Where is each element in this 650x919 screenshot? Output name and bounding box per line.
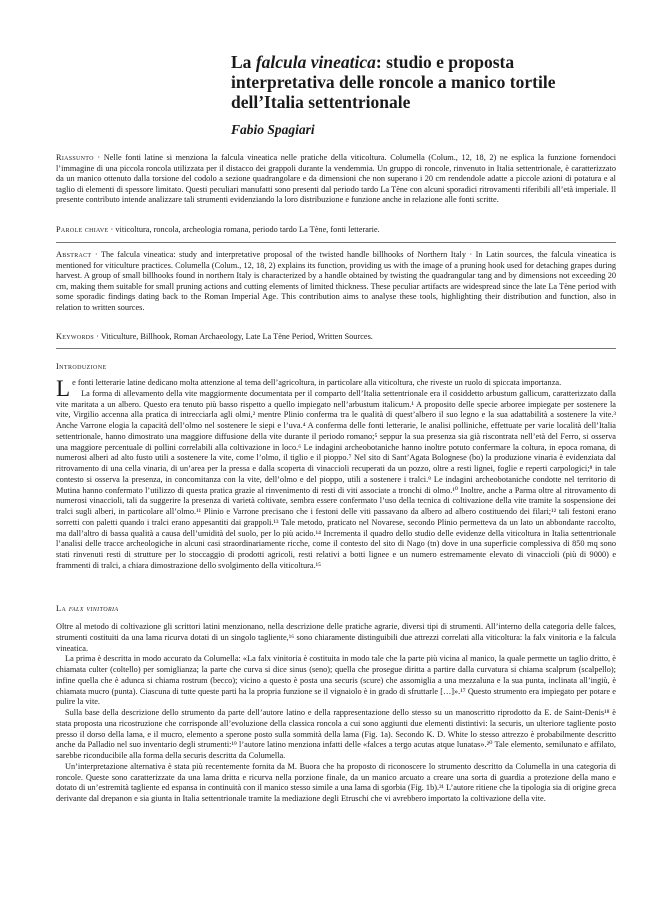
riassunto-label: Riassunto [56, 153, 94, 162]
paragraph: Sulla base della descrizione dello strumento da parte dell’autore latino e della rappresentazione dello stesso su un manoscritto riprodotto da E. de Saint-Denis¹⁸ è stata proposta una ricostruzione che corrisponde all’evoluzione della classica roncola a cui sono aggiunti due elementi distintivi: la securis, un ulteriore tagliente posto presso il dorso della lama, e il mucro, elemento a sperone posto sulla sommità della lama (Fig. 1a). Secondo K. D. White lo stesso attrezzo è probabilmente descritto anche da Palladio nel suo inventario degli strumenti:¹⁹ l’autore latino menziona infatti delle «falces a tergo acutas atque lunatas».²⁰ Tale elemento, semilunato e affilato, sarebbe riconducibile alla forma della securis descritta da Columella. [56, 708, 616, 760]
introduzione-body [56, 378, 616, 572]
keywords-text: · Viticulture, Billhook, Roman Archaeology, Late La Tène Period, Written Sources. [94, 332, 373, 341]
abstract [56, 250, 616, 314]
keywords-label: Keywords [56, 332, 95, 341]
article-title [231, 52, 611, 112]
heading-italic: falx vinitoria [68, 604, 119, 613]
parole-chiave-label: Parole chiave [56, 225, 109, 234]
riassunto-text: · Nelle fonti latine si menziona la falcula vineatica nelle pratiche della viticoltura. Columella (Colum., 12, 18, 2) ne esplica la funzione fornendoci l’immagine di una piccola roncola utilizzata per il distacco dei grappoli durante la vendemmia. Un gruppo di roncole, rinvenuto in Italia settentrionale, è caratterizzato da un manico ottenuto dalla torsione del codolo a sezione quadrangolare e da dimensioni che non superano i 20 cm rendendole adatte a piccole azioni di potatura e al taglio di elementi di spessore limitato. Questi peculiari manufatti sono presenti dal periodo tardo La Tène con alcuni sporadici ritrovamenti riferibili all’età imperiale. Il presente contributo intende analizzare tali strumenti evidenziando la loro distribuzione e funzione anche in relazione alle fonti scritte. [56, 153, 616, 205]
paragraph: Oltre al metodo di coltivazione gli scrittori latini menzionano, nella descrizione delle pratiche agrarie, diversi tipi di strumenti. All’interno della categoria delle falces, strumenti costituiti da una lama ricurva dotati di un singolo tagliente,¹⁶ sono chiaramente distinguibili due attrezzi correlati alla viticoltura: la falx vinitoria e la falcula vineatica. [56, 622, 616, 653]
abstract-text: · The falcula vineatica: study and interpretative proposal of the twisted handle billhooks of Northern Italy · In Latin sources, the falcula vineatica is mentioned for viticulture practices. Columella (Colum., 12, 18, 2) explains its function, providing us with the image of a pruning hook used for detaching grapes during harvest. A group of small billhooks found in northern Italy is characterized by a handle obtained by twisting the quadrangular tang and by dimensions not exceeding 20 cm, making them suitable for small pruning actions and cutting elements of limited thickness. These peculiar artifacts are widespread since the late La Tène period with some sporadic findings dating back to the Roman Imperial Age. This contribution aims to analyse these tools, highlighting their distribution and function, also in relation to written sources. [56, 250, 616, 312]
section-heading-falx [56, 604, 118, 613]
title-suffix: : studio e proposta interpretativa delle roncole a manico tortile dell’Italia settentrionale [231, 52, 556, 112]
paragraph: La forma di allevamento della vite maggiormente documentata per il comparto dell’Italia settentrionale era il cosiddetto arbustum gallicum, caratterizzato dalla vite maritata a un albero. Questo era tenuto più basso rispetto a quello impiegato nell’arbustum italicum.¹ A proposito delle specie arboree impiegate per sostenere la vite, Virgilio accenna alla pratica di intrecciarla agli olmi,² mentre Plinio conferma tra le qualità di quest’albero il suo legno e la sua adattabilità a sostenere la vite.³ Anche Varrone elogia la capacità dell’olmo nel sostenere le siepi e l’uva.⁴ A conferma delle fonti letterarie, le analisi polliniche, effettuate per varie località dell’Italia settentrionale, hanno dimostrato una maggiore diffusione della vite durante il periodo romano;⁵ seppur la sua presenza sia già riscontrata nell’età del Ferro, si osserva una maggiore percentuale di pollini correlabili alla coltivazione in loco.⁶ Le indagini archeobotaniche hanno inoltre potuto confermare la coltura, in epoca romana, di numerosi alberi ad alto fusto utili a sostenere la vite, come l’olmo, il tiglio e il pioppo.⁷ Nel sito di Sant’Agata Bolognese (bo) la produzione vinaria è evidenziata dal ritrovamento di una cella vinaria, di un’area per la pressa e dalla scoperta di vinaccioli recuperati da un pozzo, oltre a resti lignei, foglie e reperti carpologici;⁸ in tale contesto si osserva la presenza, in concomitanza con la vite, dell’olmo e del pioppo, utili a sostenere i tralci.⁹ Le indagini archeobotaniche condotte nel territorio di Mutina hanno confermato l’utilizzo di questa pratica grazie al rinvenimento di resti di viti associate a tronchi di olmo.¹⁰ Inoltre, anche a Parma oltre al ritrovamento di numerosi vinaccioli, tali da suggerire la presenza di varietà coltivate, sembra essere confermato l’uso della tecnica di coltivazione della vite tramite la sospensione dei tralci sugli alberi, in particolare all’olmo.¹¹ Plinio e Varrone precisano che i festoni delle viti passavano da albero ad albero costituendo dei filari;¹² tali festoni erano sorretti con paletti quando i tralci erano appesantiti dai grappoli.¹³ Tale metodo, praticato nel Novarese, secondo Plinio permetteva da un lato un abbondante raccolto, ma dall’altro di bassa qualità a causa dell’umidità del suolo, per lo più acido.¹⁴ Incrementa il quadro dello studio delle evidenze della viticoltura in Italia settentrionale l’analisi delle tracce archeologiche in alcuni casi straordinariamente ricche, come il contesto del sito di Nago (tn) dove in una superficie complessiva di 850 mq sono stati rinvenuti resti di strutture per lo stoccaggio di prodotti agricoli, resti relativi a botti lignee e un numero estremamente elevato di vinaccioli (più di 9000) e frammenti di tralci, a chiara dimostrazione dello svolgimento della viticoltura.¹⁵ [56, 388, 616, 570]
divider [56, 348, 616, 349]
divider [56, 242, 616, 243]
paragraph: La prima è descritta in modo accurato da Columella: «La falx vinitoria è costituita in modo tale che la parte più vicina al manico, la quale permette un taglio dritto, è chiamata culter (coltello) per somiglianza; la parte che curva si dice sinus (seno); quella che prosegue diritta a partire dalla curvatura si chiama scalprum (scalpello); infine quella che è adunca si chiama rostrum (becco); vicino a questo è posta una securis (scure) che assomiglia a una mezzaluna e la sua punta, inclinata all’ingiù, è chiamata mucro (punta). Ciascuna di tutte queste parti ha la propria funzione se il vignaiolo è in grado di sfruttarle […]».¹⁷ Questo strumento era impiegato per potare e pulire la vite. [56, 654, 616, 707]
title-prefix: La [231, 52, 256, 72]
parole-chiave [56, 225, 616, 236]
section-heading-introduzione: Introduzione [56, 362, 107, 371]
riassunto [56, 153, 616, 206]
parole-chiave-text: · viticoltura, roncola, archeologia romana, periodo tardo La Tène, fonti letterarie. [108, 225, 380, 234]
paragraph-text: e fonti letterarie latine dedicano molta attenzione al tema dell’agricoltura, in particolare alla viticoltura, che riveste un ruolo di spiccata importanza. [72, 378, 562, 387]
title-italic: falcula vineatica [255, 52, 376, 72]
paragraph: Un’interpretazione alternativa è stata più recentemente fornita da M. Buora che ha proposto di riconoscere lo strumento descritto da Columella in una categoria di roncole. Queste sono caratterizzate da una lama dritta e ricurva nella porzione finale, da un manico arcuato a creare una sorta di guardia a protezione della mano e dotato di un’estremità tagliente ed espansa in continuità con il manico stesso simile a una lama di sgorbia (Fig. 1b).²¹ L’autore ritiene che la tipologia sia di origine greca derivante dal drepanon e sia giunta in Italia settentrionale tramite la mediazione degli Etruschi che vi avrebbero importato la coltivazione della vite. [56, 761, 616, 803]
keywords [56, 332, 616, 343]
paragraph [56, 376, 616, 401]
drop-cap: L [56, 376, 71, 401]
heading-prefix: La [56, 604, 69, 613]
author-name: Fabio Spagiari [231, 122, 315, 137]
abstract-label: Abstract [56, 250, 92, 259]
falx-body [56, 622, 616, 805]
